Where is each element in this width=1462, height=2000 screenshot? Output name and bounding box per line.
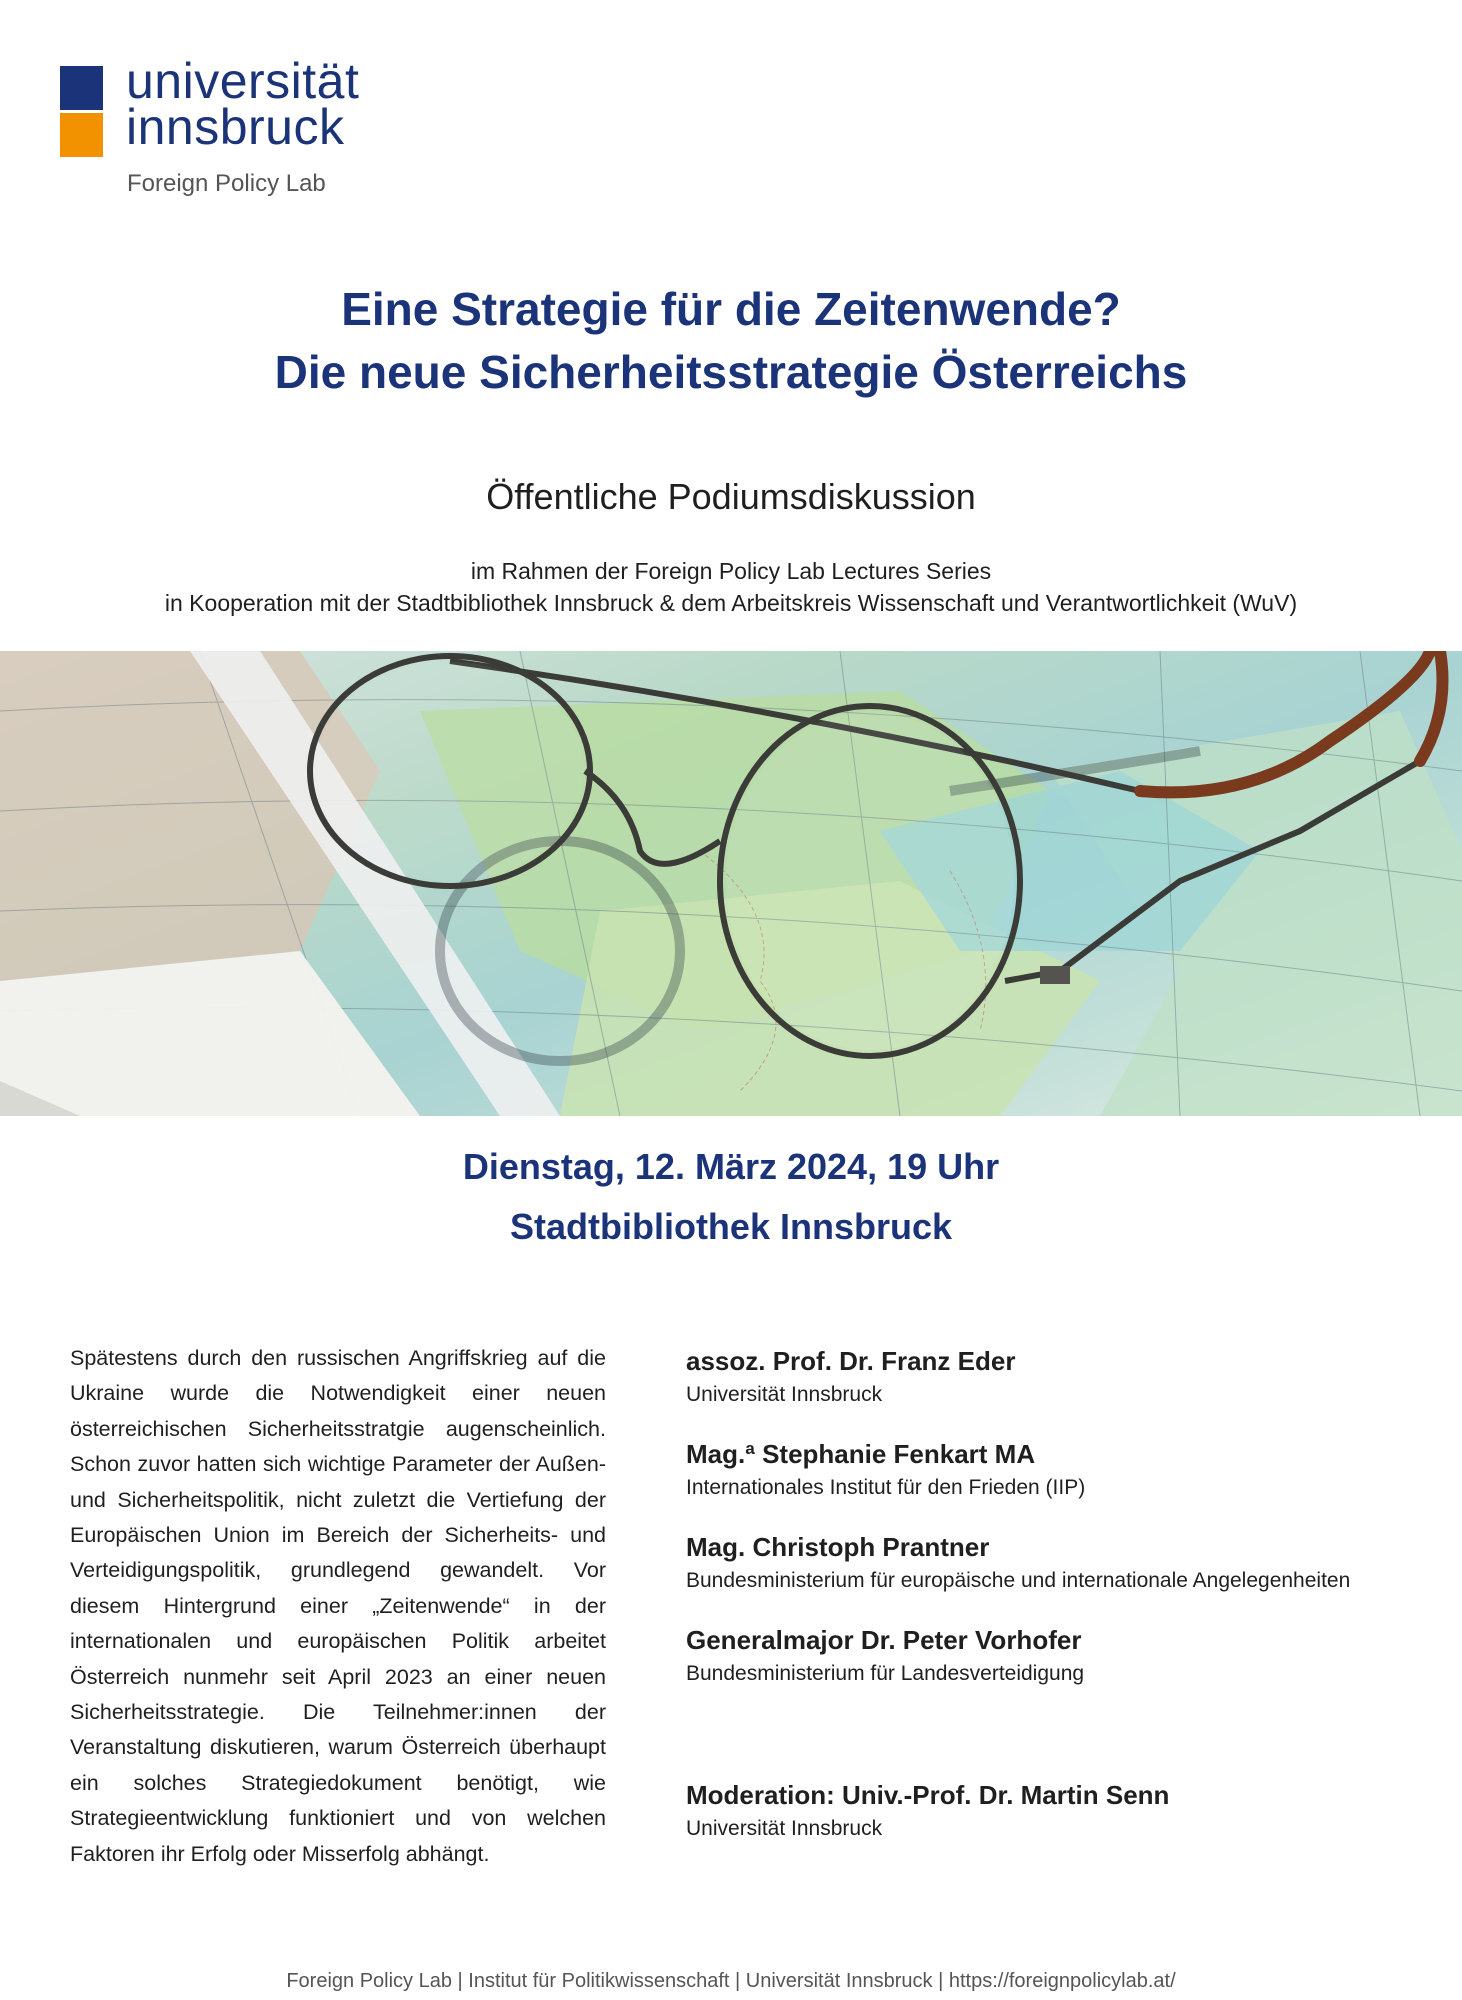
speaker-2: [686, 1439, 1446, 1500]
event-title-line-2: Die neue Sicherheitsstrategie Österreichs: [274, 346, 1188, 398]
event-context: [0, 555, 1462, 619]
footer: Foreign Policy Lab | Institut für Politikwissenschaft | Universität Innsbruck | https://foreignpolicylab.at/: [286, 1970, 1176, 1992]
logo-line-2: innsbruck: [126, 99, 345, 155]
glasses-on-map-image: [0, 651, 1462, 1116]
event-description: Spätestens durch den russischen Angriffskrieg auf die Ukraine wurde die Notwendigkeit einer neuen österreichischen Sicherheitsstratgie augenscheinlich. Schon zuvor hatten sich wichtige Parameter der Außen- und Sicherheitspolitik, nicht zuletzt die Vertiefung der Europäischen Union im Bereich der Sicherheits- und Verteidigungspolitik, grundlegend gewandelt. Vor diesem Hintergrund einer „Zeitenwende“ in der internationalen und europäischen Politik arbeitet Österreich nunmehr seit April 2023 an einer neuen Sicherheitsstrategie. Die Teilnehmer:innen der Veranstaltung diskutieren, warum Österreich überhaupt ein solches Strategiedokument benötigt, wie Strategieentwicklung funktioniert und von welchen Faktoren ihr Erfolg oder Misserfolg abhängt.: [70, 1346, 606, 1866]
speaker-3: [686, 1532, 1446, 1593]
speaker-name: assoz. Prof. Dr. Franz Eder: [686, 1346, 1016, 1376]
unit-name: Foreign Policy Lab: [127, 170, 326, 197]
speaker-name: Mag. Christoph Prantner: [686, 1532, 990, 1562]
context-line-1: im Rahmen der Foreign Policy Lab Lectures Series: [470, 558, 992, 584]
speaker-4: [686, 1625, 1446, 1686]
speaker-name: Mag.ª Stephanie Fenkart MA: [686, 1439, 1036, 1469]
speaker-affiliation: Universität Innsbruck: [686, 1383, 883, 1406]
event-date: Dienstag, 12. März 2024, 19 Uhr: [462, 1146, 1000, 1187]
context-line-2: in Kooperation mit der Stadtbibliothek Innsbruck & dem Arbeitskreis Wissenschaft und Verantwortlichkeit (WuV): [164, 590, 1298, 616]
event-title-line-1: Eine Strategie für die Zeitenwende?: [341, 283, 1121, 335]
speaker-1: [686, 1346, 1446, 1407]
event-type: Öffentliche Podiumsdiskussion: [486, 476, 976, 517]
map-illustration: [0, 651, 1462, 1116]
moderator-name: Moderation: Univ.-Prof. Dr. Martin Senn: [686, 1780, 1170, 1810]
logo-line-1: universität: [126, 53, 360, 109]
moderator-affiliation: Universität Innsbruck: [686, 1817, 883, 1840]
logo-wordmark: [126, 53, 360, 155]
event-venue: Stadtbibliothek Innsbruck: [509, 1206, 953, 1247]
speaker-affiliation: Bundesministerium für Landesverteidigung: [686, 1662, 1085, 1685]
logo-orange-square-icon: [60, 113, 103, 157]
speaker-affiliation: Internationales Institut für den Frieden (IIP): [686, 1476, 1086, 1499]
logo-blue-square-icon: [60, 66, 103, 110]
speaker-name: Generalmajor Dr. Peter Vorhofer: [686, 1625, 1082, 1655]
moderator: [686, 1780, 1446, 1841]
speaker-affiliation: Bundesministerium für europäische und internationale Angelegenheiten: [686, 1569, 1351, 1592]
